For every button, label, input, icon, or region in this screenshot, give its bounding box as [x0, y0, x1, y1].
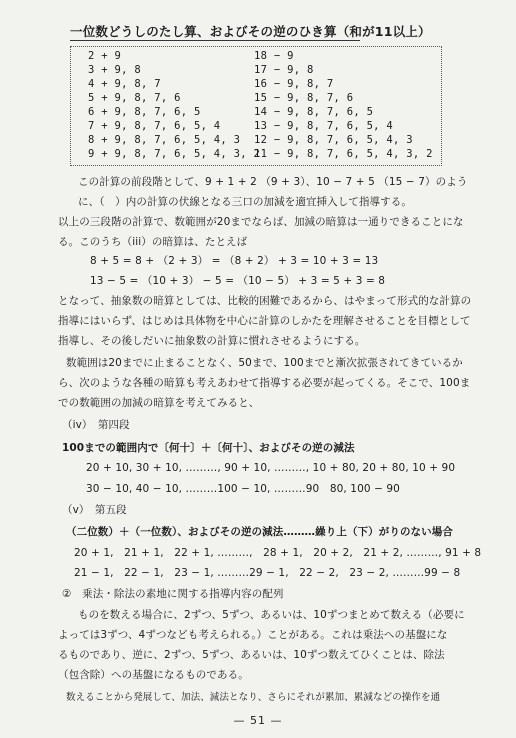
example-line: 21 − 1, 22 − 1, 23 − 1, ………29 − 1, 22 − 2, 23 − 2, ………99 − 8 [74, 567, 461, 579]
box-left-line: 8 + 9, 8, 7, 6, 5, 4, 3 [88, 134, 241, 146]
stage-heading: （二位数）＋（一位数）、およびその逆の減法………繰り上（下）がりのない場合 [66, 526, 453, 538]
box-right-line: 13 − 9, 8, 7, 6, 5, 4 [254, 120, 394, 132]
box-right-line: 18 − 9 [254, 50, 294, 62]
body-paragraph: 以上の三段階の計算で、数範囲が20までならば、加減の暗算は一通りできることになる。このうち（iii）の暗算は、たとえば [58, 216, 464, 248]
box-right-line: 15 − 9, 8, 7, 6 [254, 92, 354, 104]
body-line: 数えることから発展して、加法、減法となり、さらにそれが累加、累減などの操作を通 [66, 692, 441, 703]
stage-label: （v） 第五段 [62, 504, 127, 516]
box-right-line: 14 − 9, 8, 7, 6, 5 [254, 106, 374, 118]
body-line: よっては3ずつ、4ずつなども考えられる。）ことがある。これは乗法への基盤にな [58, 629, 448, 641]
box-right-line: 11 − 9, 8, 7, 6, 5, 4, 3, 2 [254, 148, 433, 160]
body-line: となって、抽象数の暗算としては、比較的困難であるから、はやまって形式的な計算の [58, 295, 472, 307]
body-line: 指導にはいらず、はじめは具体物を中心に計算のしかたを理解させることを目標として [58, 315, 471, 327]
box-left-line: 3 + 9, 8 [88, 64, 141, 76]
equation-line: 8 + 5 = 8 + （2 + 3） = （8 + 2） + 3 = 10 + 3 = 13 [90, 255, 379, 267]
body-line: るものであり、逆に、2ずつ、5ずつ、あるいは、10ずつ数えてひくことは、除法 [58, 649, 445, 661]
body-line: （包含除）への基盤になるものである。 [58, 669, 249, 681]
page-number: — 51 — [233, 714, 283, 727]
box-left-line: 4 + 9, 8, 7 [88, 78, 161, 90]
box-right-line: 12 − 9, 8, 7, 6, 5, 4, 3 [254, 134, 413, 146]
subsection-heading: ② 乗法・除法の素地に関する指導内容の配列 [62, 588, 284, 600]
box-right-line: 16 − 9, 8, 7 [254, 78, 334, 90]
body-paragraph: この計算の前段階として、9 + 1 + 2 （9 + 3）、10 − 7 + 5 （15 − 7）のように、（ ）内の計算の伏線となる三口の加減を適宜挿入して指導する。 [78, 176, 468, 208]
section-heading: 一位数どうしのたし算、およびその逆のひき算（和が11以上） [70, 24, 431, 39]
box-left-line: 7 + 9, 8, 7, 6, 5, 4 [88, 120, 221, 132]
stage-label: （iv） 第四段 [62, 419, 130, 431]
body-line: ものを数える場合に、2ずつ、5ずつ、あるいは、10ずつまとめて数える（必要に [78, 609, 465, 621]
box-left-line: 9 + 9, 8, 7, 6, 5, 4, 3, 2 [88, 148, 261, 160]
stage-heading: 100までの範囲内で〔何十〕＋〔何十〕、およびその逆の減法 [62, 442, 355, 454]
box-right-line: 17 − 9, 8 [254, 64, 314, 76]
example-line: 20 + 10, 30 + 10, ………, 90 + 10, ………, 10 + 80, 20 + 80, 10 + 90 [86, 462, 456, 474]
equation-line: 13 − 5 = （10 + 3） − 5 = （10 − 5） + 3 = 5 + 3 = 8 [90, 275, 386, 287]
box-left-line: 2 + 9 [88, 50, 122, 62]
box-left-line: 5 + 9, 8, 7, 6 [88, 92, 181, 104]
body-line: ら、次のような各種の暗算も考えあわせて指導する必要が起ってくる。そこで、100ま [58, 377, 471, 389]
example-line: 20 + 1, 21 + 1, 22 + 1, ………, 28 + 1, 20 + 2, 21 + 2, ………, 91 + 8 [74, 547, 482, 559]
body-line: 指導し、その後しだいに抽象数の計算に慣れさせるようにする。 [58, 335, 366, 347]
body-line: での数範囲の加減の暗算を考えてみると、 [58, 397, 260, 409]
heading-underline [70, 40, 360, 41]
body-line: 数範囲は20までに止まることなく、50まで、100までと漸次拡張されてきているか [66, 357, 463, 369]
box-left-line: 6 + 9, 8, 7, 6, 5 [88, 106, 201, 118]
example-line: 30 − 10, 40 − 10, ………100 − 10, ………90 80, 100 − 90 [86, 483, 400, 495]
